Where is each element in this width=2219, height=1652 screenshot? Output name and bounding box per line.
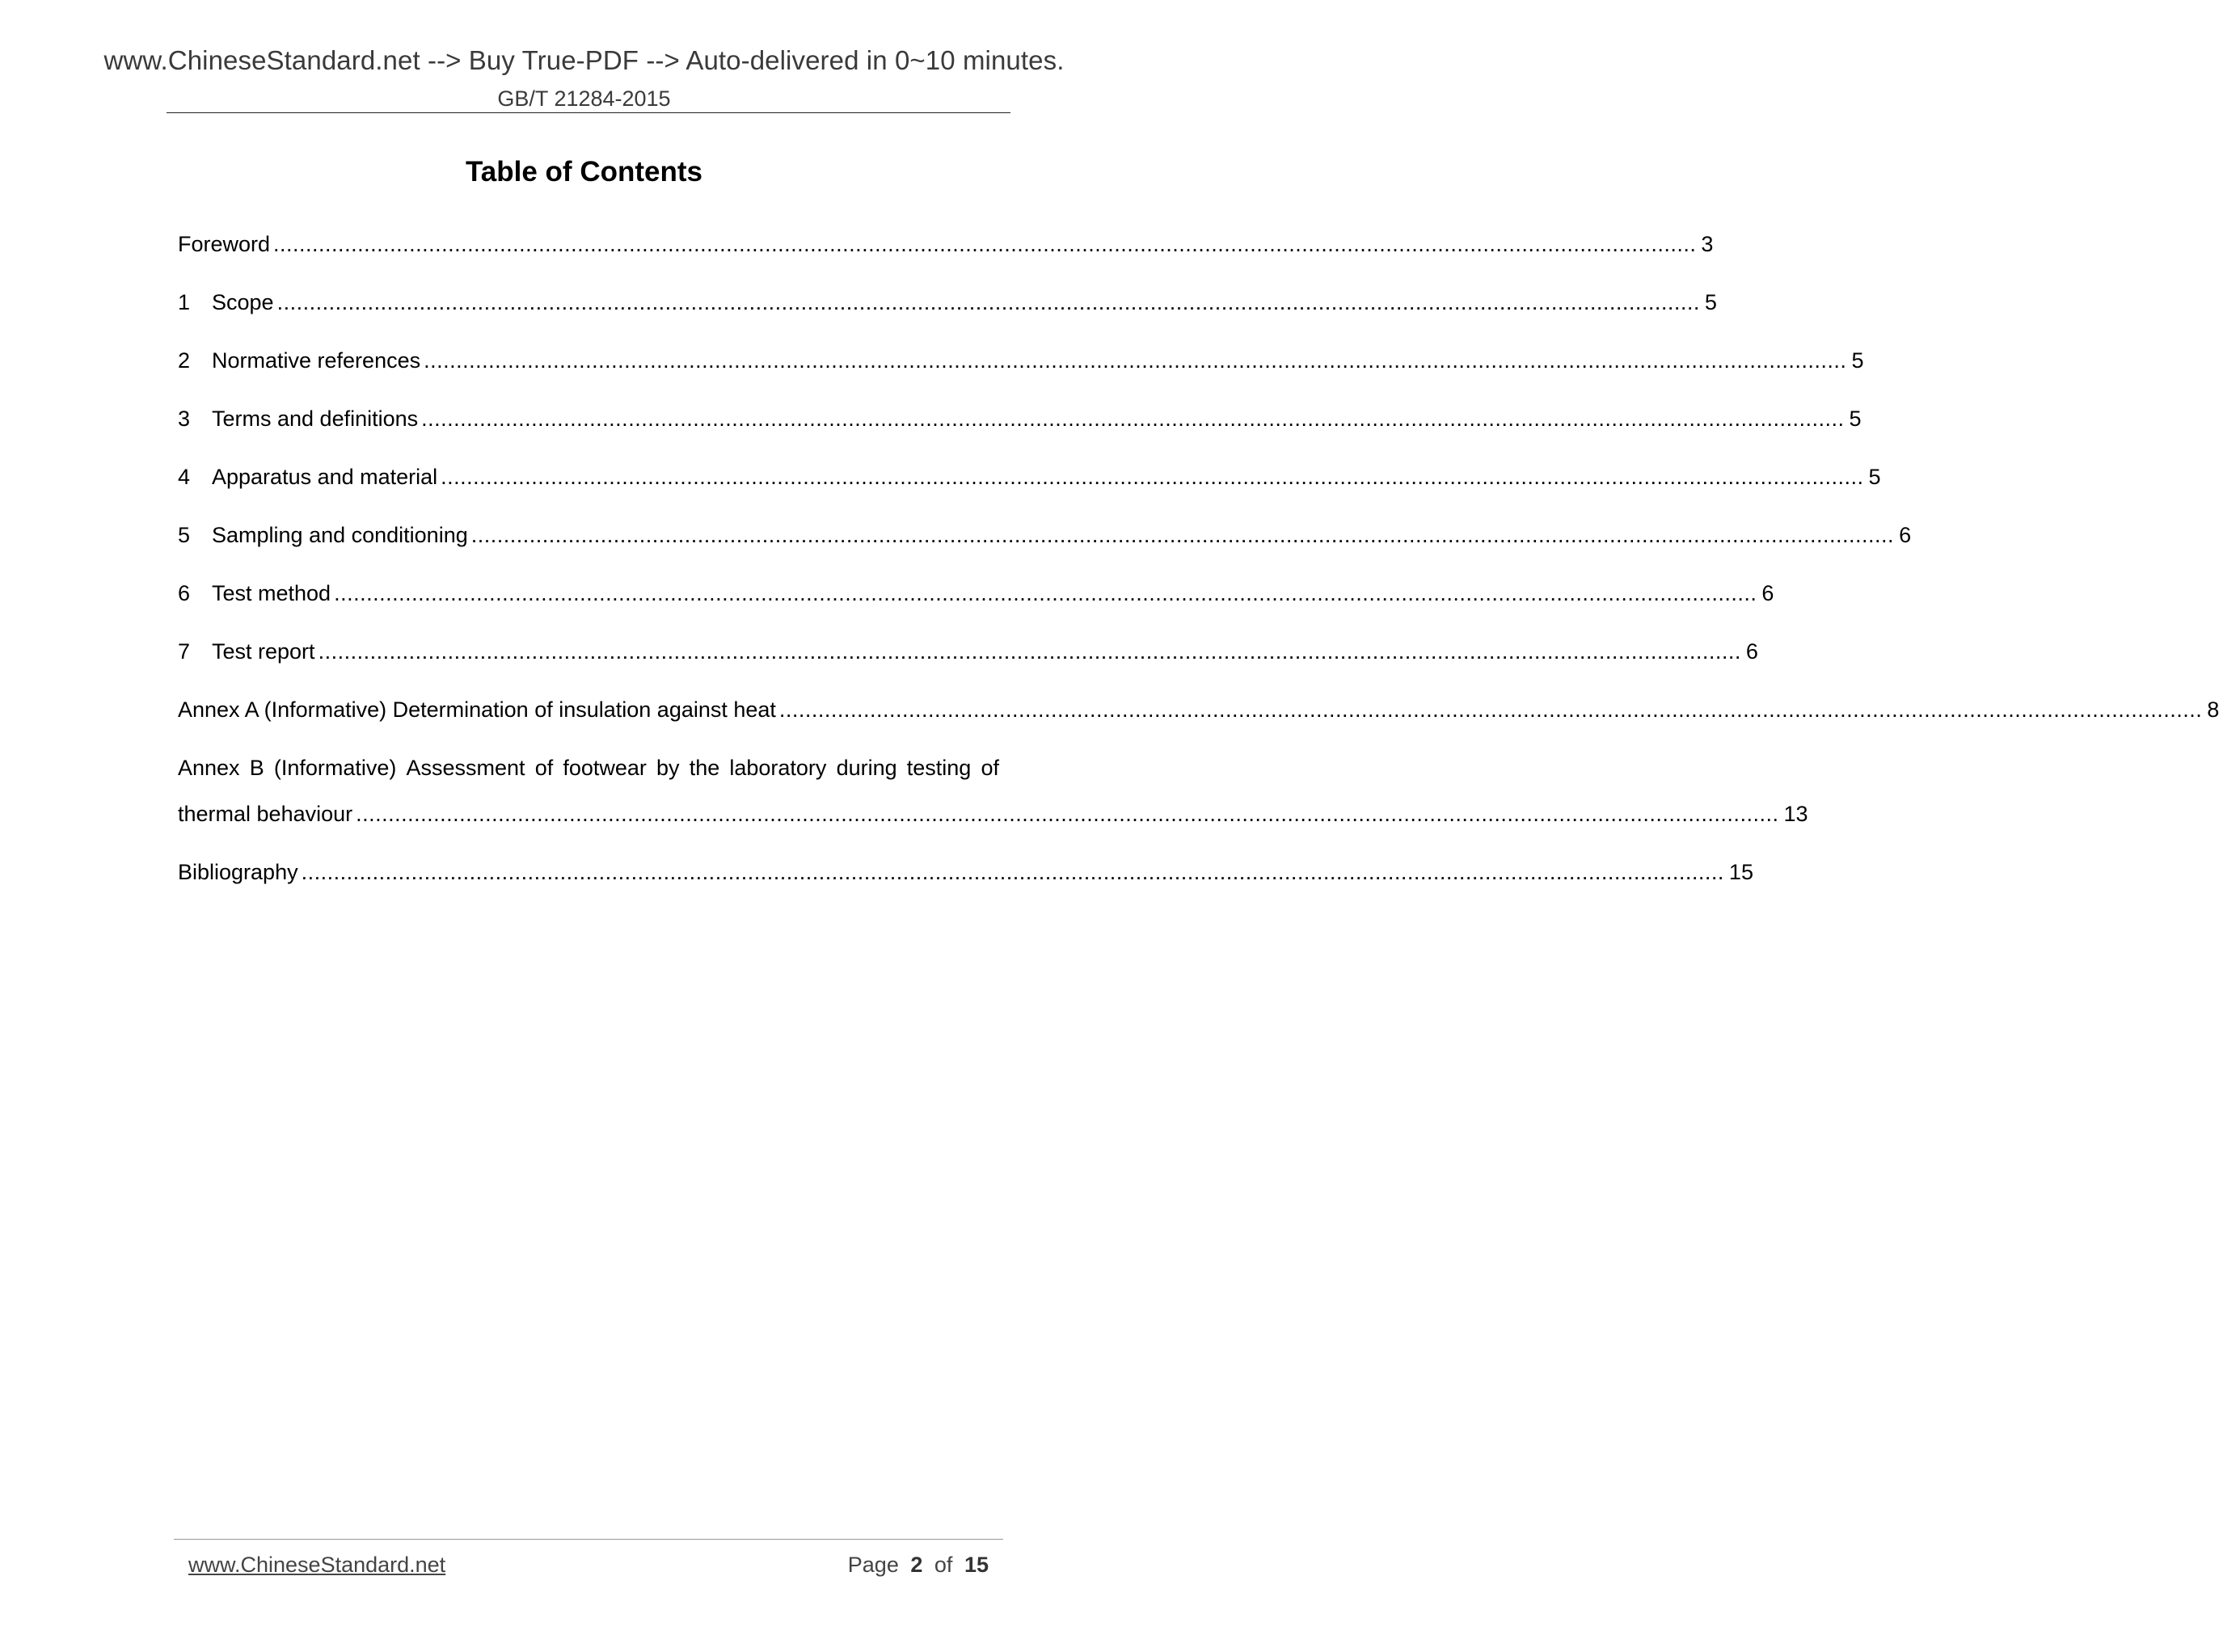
- toc-entry-label: Test method: [212, 581, 331, 605]
- toc-entry-label: thermal behaviour: [178, 802, 353, 826]
- page-current: 2: [910, 1553, 923, 1577]
- toc-word: of: [981, 756, 999, 780]
- toc-entry-page: 15: [1728, 860, 1753, 884]
- toc-entry-number: 7: [178, 639, 191, 664]
- toc-word: the: [689, 756, 720, 780]
- toc-entry-number: 4: [178, 465, 191, 489]
- toc-entry-normative-references[interactable]: [178, 344, 1864, 377]
- toc-entry-test-method[interactable]: [178, 577, 1774, 609]
- toc-entry-label: Apparatus and material: [212, 465, 438, 489]
- toc-entry-page: 6: [1899, 523, 1912, 547]
- toc-entry-label: Bibliography: [178, 860, 298, 884]
- toc-entry-page: 3: [1701, 232, 1714, 256]
- toc-leader-dots: ............................................................................................................................................................................................................................: [273, 232, 1697, 256]
- toc-word: of: [534, 756, 554, 780]
- document-code: GB/T 21284-2015: [497, 86, 671, 111]
- toc-entry-number: 3: [178, 407, 191, 431]
- toc-entry-label: Scope: [212, 290, 274, 314]
- toc-entry-test-report[interactable]: [178, 635, 1758, 668]
- toc-entry-page: 6: [1761, 581, 1774, 605]
- toc-word: footwear: [563, 756, 647, 780]
- toc-entry-number: 5: [178, 523, 191, 547]
- toc-word: Assessment: [406, 756, 525, 780]
- toc-entry-scope[interactable]: [178, 286, 1717, 318]
- footer-page-number: [848, 1553, 989, 1578]
- toc-entry-foreword[interactable]: [178, 228, 1714, 260]
- toc-entry-page: 8: [2207, 697, 2219, 722]
- toc-leader-dots: ............................................................................................................................................................................................................................: [356, 802, 1779, 826]
- toc-entry-number: 1: [178, 290, 191, 314]
- toc-entry-annex-b-line2[interactable]: [178, 798, 1808, 830]
- toc-entry-terms-definitions[interactable]: [178, 402, 1862, 435]
- toc-entry-page: 5: [1849, 407, 1862, 431]
- toc-entry-label: Annex A (Informative) Determination of insulation against heat: [178, 697, 776, 722]
- toc-leader-dots: ............................................................................................................................................................................................................................: [334, 581, 1757, 605]
- toc-entry-page: 13: [1783, 802, 1808, 826]
- header-divider: [167, 112, 1010, 113]
- toc-leader-dots: ............................................................................................................................................................................................................................: [276, 290, 1700, 314]
- toc-entry-number: 6: [178, 581, 191, 605]
- toc-entry-apparatus-material[interactable]: [178, 461, 1881, 493]
- footer-divider: [174, 1539, 1003, 1540]
- toc-leader-dots: ............................................................................................................................................................................................................................: [421, 407, 1845, 431]
- toc-leader-dots: ............................................................................................................................................................................................................................: [424, 348, 1847, 373]
- toc-entry-number: 2: [178, 348, 191, 373]
- toc-entry-label: Foreword: [178, 232, 271, 256]
- toc-entry-label: Normative references: [212, 348, 421, 373]
- toc-entry-label: Test report: [212, 639, 315, 664]
- toc-word: testing: [906, 756, 972, 780]
- toc-word: during: [836, 756, 897, 780]
- page-prefix: Page: [847, 1553, 899, 1577]
- toc-entry-annex-b-line1[interactable]: [178, 752, 999, 784]
- toc-word: laboratory: [729, 756, 827, 780]
- toc-entry-page: 5: [1868, 465, 1881, 489]
- toc-entry-label: Terms and definitions: [212, 407, 419, 431]
- toc-word: B: [249, 756, 264, 780]
- toc-word: (Informative): [273, 756, 397, 780]
- toc-leader-dots: ............................................................................................................................................................................................................................: [470, 523, 1895, 547]
- page-of: of: [934, 1553, 953, 1577]
- toc-leader-dots: ............................................................................................................................................................................................................................: [778, 697, 2203, 722]
- toc-entry-sampling-conditioning[interactable]: [178, 519, 1912, 551]
- toc-leader-dots: ............................................................................................................................................................................................................................: [441, 465, 1864, 489]
- toc-word: by: [656, 756, 680, 780]
- page-title: Table of Contents: [466, 156, 702, 188]
- site-banner: www.ChineseStandard.net --> Buy True-PDF --> Auto-delivered in 0~10 minutes.: [103, 45, 1065, 75]
- toc-entry-page: 5: [1851, 348, 1864, 373]
- toc-leader-dots: ............................................................................................................................................................................................................................: [318, 639, 1741, 664]
- toc-entry-bibliography[interactable]: [178, 856, 1753, 888]
- footer-site-link[interactable]: www.ChineseStandard.net: [188, 1553, 446, 1577]
- toc-leader-dots: ............................................................................................................................................................................................................................: [301, 860, 1724, 884]
- toc-entry-label: Sampling and conditioning: [212, 523, 468, 547]
- toc-entry-page: 6: [1745, 639, 1758, 664]
- toc-entry-page: 5: [1704, 290, 1717, 314]
- toc-word: Annex: [178, 756, 240, 780]
- page-total: 15: [964, 1553, 989, 1577]
- toc-entry-annex-a[interactable]: [178, 693, 2219, 726]
